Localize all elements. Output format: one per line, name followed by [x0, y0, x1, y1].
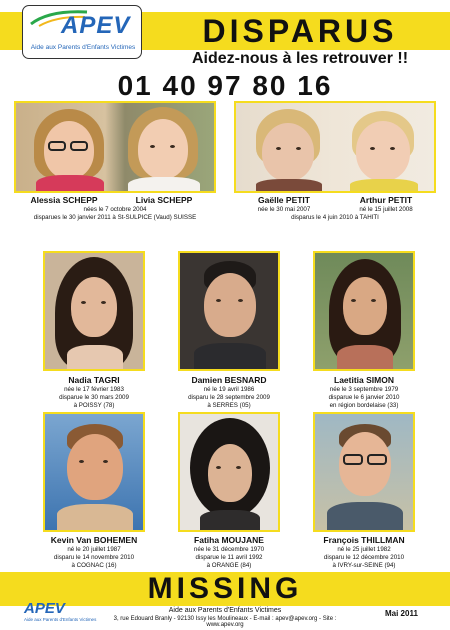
person-name: Arthur PETIT [359, 195, 413, 205]
footer-org-name: Aide aux Parents d'Enfants Victimes [168, 607, 282, 614]
birth-date: née le 3 septembre 1979 [329, 386, 399, 393]
disappearance-date: disparue le 30 mars 2009 [59, 394, 129, 401]
footer-logo-subtitle: Aide aux Parents d'Enfants Victimes [24, 617, 97, 622]
photo-frame-fatiha [178, 412, 280, 532]
disappearance-date: disparu le 28 septembre 2009 [188, 394, 270, 401]
photo-alessia-livia [16, 103, 214, 191]
disappearance-place: à POISSY (78) [73, 402, 115, 409]
birth-date: née le 30 mai 2007 [257, 206, 311, 213]
disappearance-info: disparus le 4 juin 2010 à TAHITI [291, 214, 379, 221]
photo-frame-petit [234, 101, 436, 193]
photo-francois-thillman [315, 414, 413, 530]
person-name: Laetitia SIMON [334, 375, 394, 385]
photo-laetitia-simon [315, 253, 413, 369]
person-name: Livia SCHEPP [135, 195, 193, 205]
birth-date: née le 17 février 1983 [64, 386, 124, 393]
person-name: Alessia SCHEPP [30, 195, 98, 205]
disappearance-place: à ORANGE (84) [206, 562, 252, 569]
disappearance-date: disparu le 12 décembre 2010 [323, 554, 405, 561]
birth-date: nées le 7 octobre 2004 [83, 206, 147, 213]
photo-frame-kevin [43, 412, 145, 532]
birth-date: né le 25 juillet 1982 [337, 546, 391, 553]
photo-kevin-van-bohemen [45, 414, 143, 530]
birth-date: né le 19 avril 1986 [203, 386, 255, 393]
photo-frame-damien [178, 251, 280, 371]
footer-address: 3, rue Edouard Branly - 92130 Issy les Moulineaux - E-mail : apev@apev.org - Site : www.apev.org [113, 616, 337, 628]
disappearance-date: disparue le 6 janvier 2010 [328, 394, 400, 401]
disappearance-place: à IVRY-sur-SEINE (94) [332, 562, 396, 569]
disappearance-info: disparues le 30 janvier 2011 à St-SULPICE (Vaud) SUISSE [33, 214, 197, 221]
photo-frame-schepp [14, 101, 216, 193]
person-name: Kevin Van BOHEMEN [50, 535, 138, 545]
birth-date: né le 15 juillet 2008 [359, 206, 413, 213]
person-name: Fatiha MOUJANE [194, 535, 264, 545]
photo-damien-besnard [180, 253, 278, 369]
photo-frame-francois [313, 412, 415, 532]
logo-subtitle: Aide aux Parents d'Enfants Victimes [30, 44, 136, 51]
page-title: DISPARUS [202, 13, 398, 49]
birth-date: née le 31 décembre 1970 [193, 546, 265, 553]
person-name: Nadia TAGRI [68, 375, 120, 385]
birth-date: né le 20 juillet 1987 [67, 546, 121, 553]
photo-gaelle-arthur [236, 103, 434, 191]
disappearance-date: disparue le 11 avril 1992 [195, 554, 263, 561]
page-subtitle: Aidez-nous à les retrouver !! [191, 50, 409, 67]
person-name: Damien BESNARD [191, 375, 267, 385]
photo-nadia-tagri [45, 253, 143, 369]
footer-date: Mai 2011 [385, 609, 418, 618]
person-name: François THILLMAN [323, 535, 405, 545]
logo-wordmark: APEV [61, 12, 131, 39]
apev-logo [22, 5, 142, 59]
disappearance-place: à COGNAC (16) [71, 562, 117, 569]
photo-frame-laetitia [313, 251, 415, 371]
footer-logo: APEV [24, 600, 65, 617]
photo-fatiha-moujane [180, 414, 278, 530]
person-name: Gaëlle PETIT [258, 195, 310, 205]
photo-frame-nadia [43, 251, 145, 371]
disappearance-place: à SERRES (05) [207, 402, 251, 409]
missing-title: MISSING [147, 572, 303, 605]
phone-number: 01 40 97 80 16 [117, 70, 333, 101]
disappearance-place: en région bordelaise (33) [329, 402, 399, 409]
disappearance-date: disparu le 14 novembre 2010 [53, 554, 135, 561]
